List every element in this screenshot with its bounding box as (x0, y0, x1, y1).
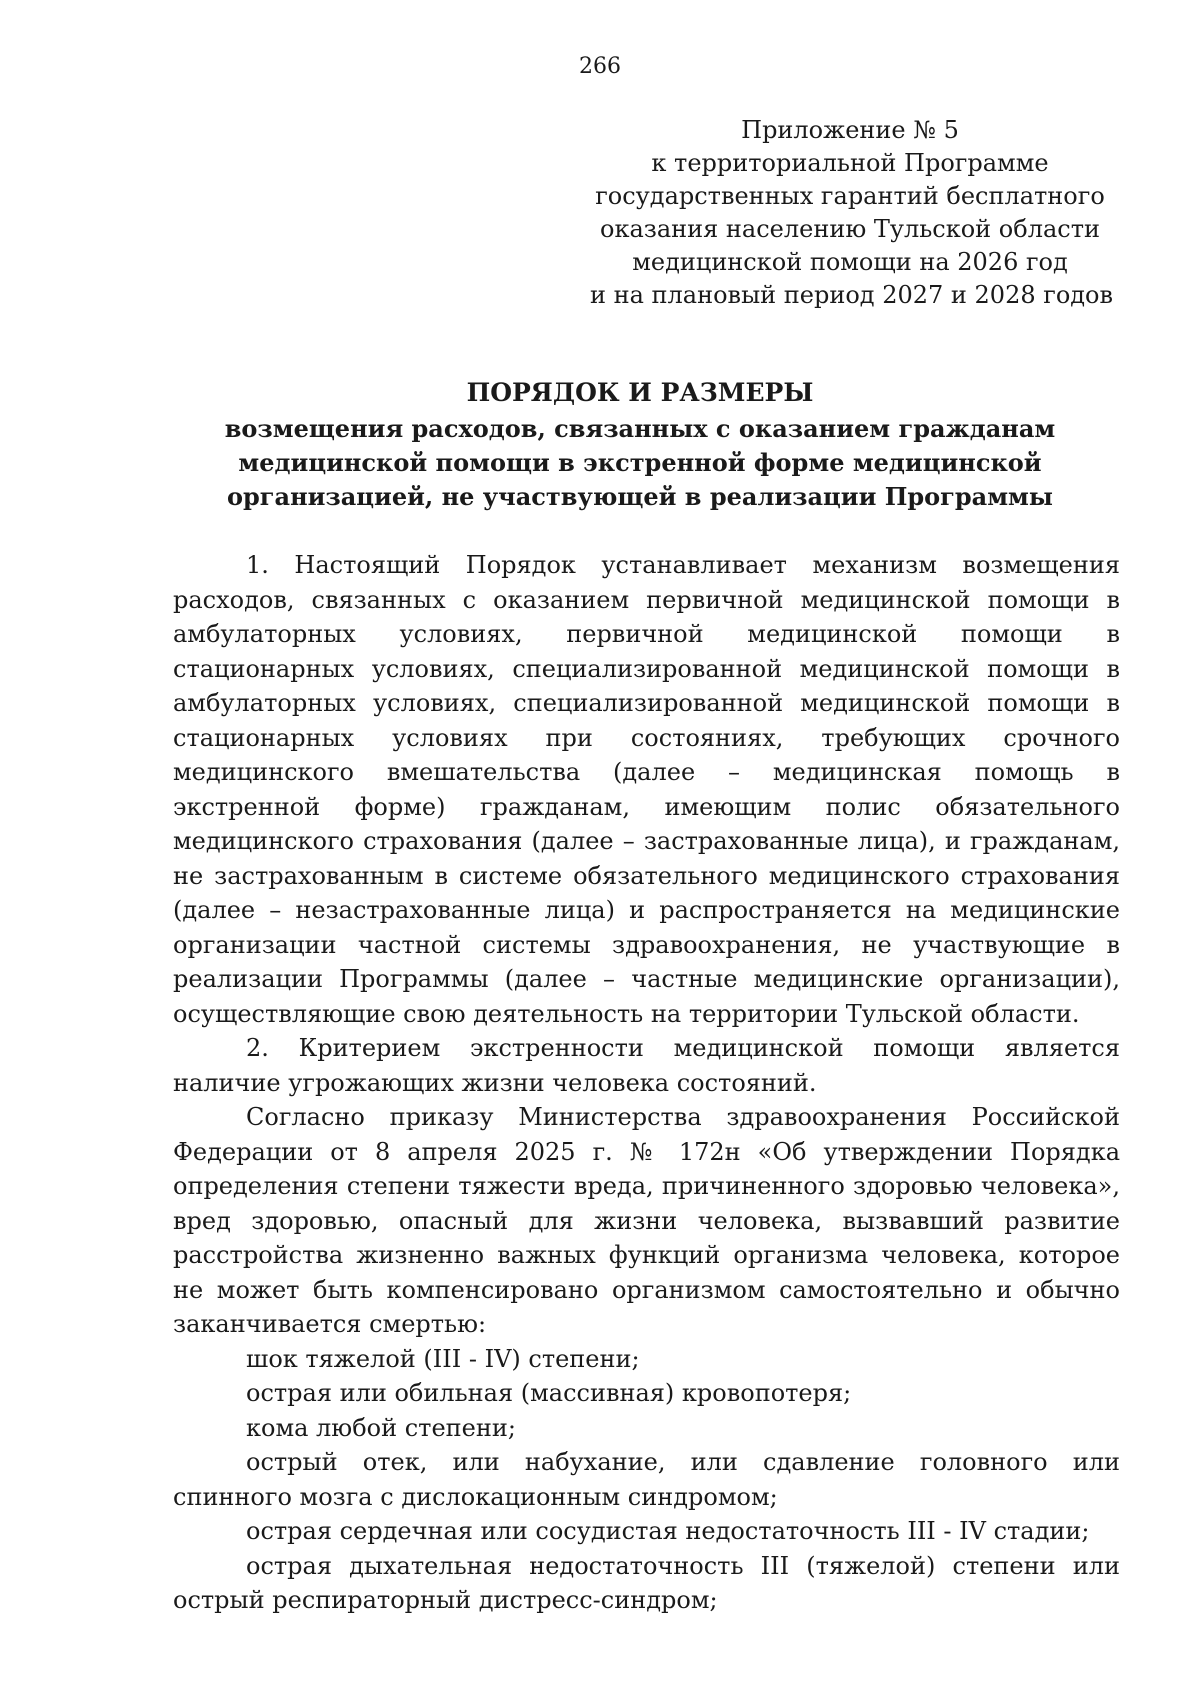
appendix-line: к территориальной Программе (651, 149, 1049, 177)
page-number: 266 (579, 54, 621, 79)
main-title: ПОРЯДОК И РАЗМЕРЫ (466, 378, 814, 407)
list-item: шок тяжелой (III - IV) степени; (246, 1344, 640, 1373)
appendix-line: оказания населению Тульской области (600, 215, 1100, 243)
paragraph: 1. Настоящий Порядок устанавливает механизм возмещения расходов, связанных с оказанием первичной медицинской помощи в амбулаторных условиях, первичной медицинской помощи в стационарных условиях, специализированной медицинской помощи в амбулаторных условиях, специализированной медицинской помощи в стационарных условиях при состояниях, требующих срочного медицинского вмешательства (далее – медицинская помощь в экстренной форме) гражданам, имеющим полис обязательного медицинского страхования (далее – застрахованные лица), и гражданам, не застрахованным в системе обязательного медицинского страхования (далее – незастрахованные лица) и распространяется на медицинские организации частной системы здравоохранения, не участвующие в реализации Программы (далее – частные медицинские организации), осуществляющие свою деятельность на территории Тульской области. (173, 551, 1120, 1028)
list-item: острая сердечная или сосудистая недостаточность III - IV стадии; (246, 1517, 1090, 1545)
appendix-line: медицинской помощи на 2026 год (632, 248, 1068, 276)
subtitle-line: организацией, не участвующей в реализации Программы (227, 482, 1053, 511)
paragraph: Согласно приказу Министерства здравоохранения Российской Федерации от 8 апреля 2025 г. № 172н «Об утверждении Порядка определения степени тяжести вреда, причиненного здоровью человека», вред здоровью, опасный для жизни человека, вызвавший развитие расстройства жизненно важных функций организма человека, которое не может быть компенсировано организмом самостоятельно и обычно заканчивается смертью: (173, 1103, 1120, 1338)
appendix-line: государственных гарантий бесплатного (595, 182, 1105, 210)
list-item: острая дыхательная недостаточность III (тяжелой) степени или острый респираторный дистресс-синдром; (173, 1551, 1120, 1614)
appendix-line: и на плановый период 2027 и 2028 годов (590, 281, 1114, 309)
appendix-line: Приложение № 5 (741, 116, 959, 144)
appendix-header (590, 114, 1114, 312)
list-item: кома любой степени; (246, 1413, 516, 1442)
document-body (173, 548, 1120, 1618)
list-item: острая или обильная (массивная) кровопотеря; (246, 1379, 852, 1407)
subtitle-line: возмещения расходов, связанных с оказанием гражданам (224, 414, 1056, 443)
list-item: острый отек, или набухание, или сдавление головного или спинного мозга с дислокационным синдромом; (173, 1448, 1120, 1511)
paragraph: 2. Критерием экстренности медицинской помощи является наличие угрожающих жизни человека состояний. (173, 1034, 1120, 1097)
document-title (160, 376, 1120, 514)
subtitle-line: медицинской помощи в экстренной форме медицинской (238, 448, 1042, 477)
